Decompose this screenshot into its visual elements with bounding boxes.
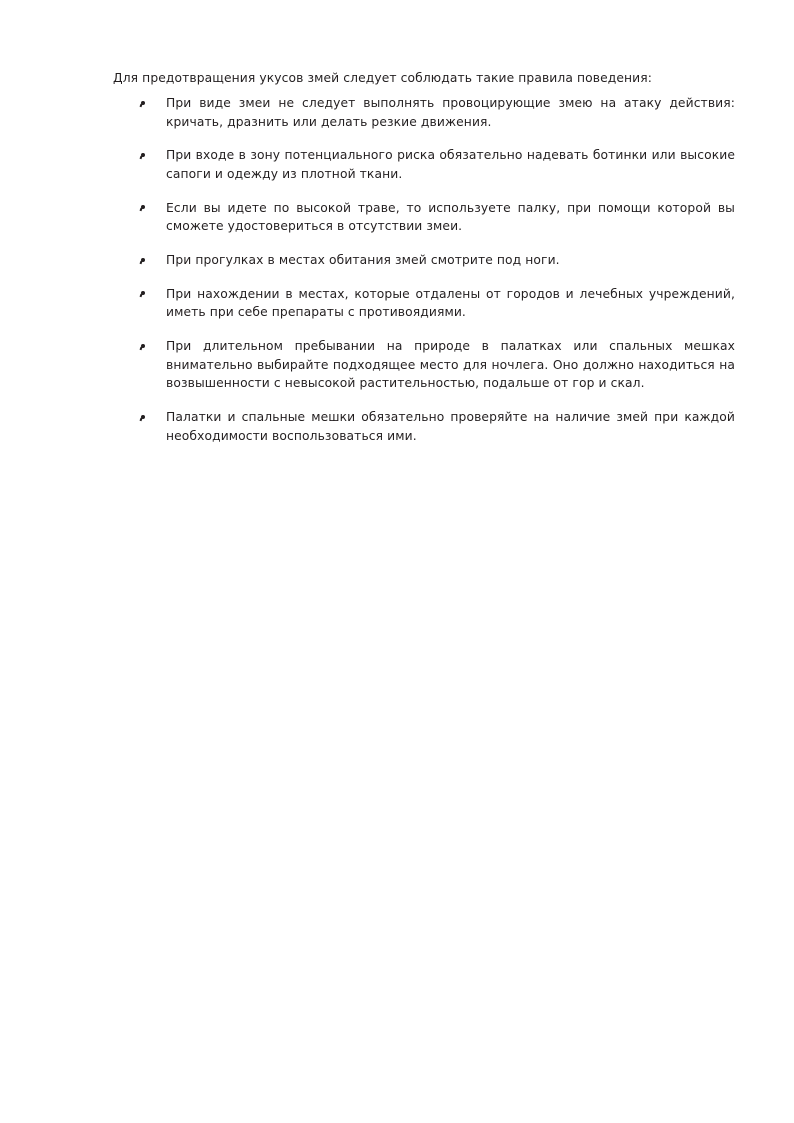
- bullet-icon: [141, 415, 145, 419]
- list-item-text: При нахождении в местах, которые отдалены от городов и лечебных учреждений, иметь при себе препараты с противоядиями.: [166, 286, 735, 320]
- list-item-text: При входе в зону потенциального риска обязательно надевать ботинки или высокие сапоги и одежду из плотной ткани.: [166, 148, 735, 181]
- bullet-icon: [141, 153, 145, 157]
- list-item-text: При длительном пребывании на природе в палатках или спальных мешках внимательно выбирайте подходящее место для ночлега. Оно должно находиться на возвышенности с невысокой растительностью, подальше от гор и скал.: [166, 339, 735, 391]
- list-item-text: При прогулках в местах обитания змей смотрите под ноги.: [166, 252, 560, 267]
- list-item: [113, 285, 738, 322]
- list-item: [113, 251, 738, 270]
- list-item: [113, 408, 738, 445]
- bullet-icon: [141, 344, 145, 348]
- rules-list: [113, 94, 738, 446]
- bullet-icon: [141, 101, 145, 105]
- list-item-text: Если вы идете по высокой траве, то используете палку, при помощи которой вы сможете удостовериться в отсутствии змеи.: [166, 200, 735, 234]
- bullet-icon: [141, 291, 145, 295]
- list-item: [113, 199, 738, 236]
- list-item: [113, 337, 738, 393]
- intro-paragraph: Для предотвращения укусов змей следует соблюдать такие правила поведения:: [113, 71, 653, 85]
- bullet-icon: [141, 205, 145, 209]
- list-item-text: Палатки и спальные мешки обязательно проверяйте на наличие змей при каждой необходимости воспользоваться ими.: [166, 410, 735, 443]
- list-item-text: При виде змеи не следует выполнять провоцирующие змею на атаку действия: кричать, дразнить или делать резкие движения.: [166, 95, 735, 129]
- bullet-icon: [141, 258, 145, 262]
- list-item: [113, 146, 738, 183]
- list-item: [113, 94, 738, 131]
